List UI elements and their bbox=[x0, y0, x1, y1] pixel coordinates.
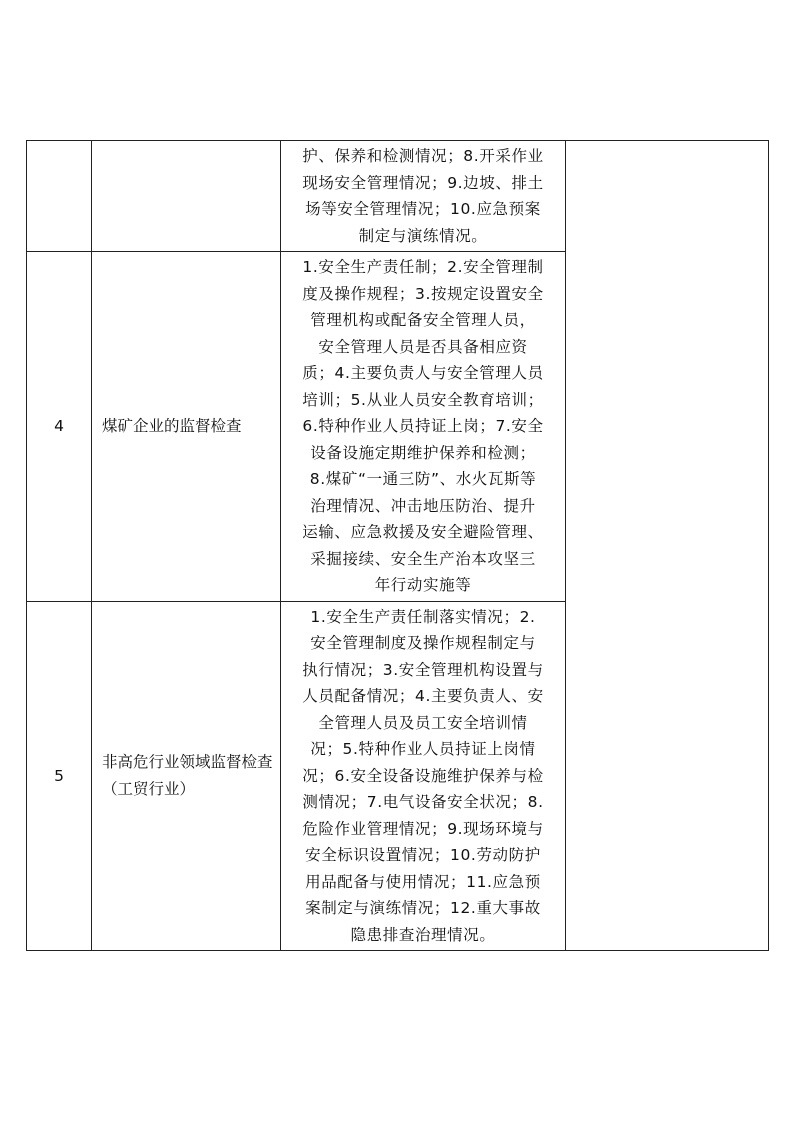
remarks-cell bbox=[566, 141, 769, 951]
content-line: 8.煤矿“一通三防”、水火瓦斯等 bbox=[309, 470, 537, 488]
content-line: 现场安全管理情况；9.边坡、排土 bbox=[302, 173, 544, 192]
content-line: 质；4.主要负责人与安全管理人员 bbox=[302, 364, 544, 382]
inspection-content-cell bbox=[281, 141, 566, 252]
content-line: 1.安全生产责任制；2.安全管理制 bbox=[302, 258, 544, 276]
content-line: 安全管理人员是否具备相应资 bbox=[318, 337, 528, 356]
content-line: 安全标识设置情况；10.劳动防护 bbox=[305, 846, 541, 864]
content-line: 危险作业管理情况；9.现场环境与 bbox=[302, 819, 544, 838]
content-line: 案制定与演练情况；12.重大事故 bbox=[305, 899, 541, 917]
content-line: 全管理人员及员工安全培训情 bbox=[318, 713, 528, 732]
content-line: 况；5.特种作业人员持证上岗情 bbox=[310, 740, 536, 758]
content-line: 护、保养和检测情况；8.开采作业 bbox=[302, 147, 544, 165]
inspection-item-cell bbox=[92, 141, 281, 252]
inspection-item-cell: 煤矿企业的监督检查 bbox=[92, 252, 281, 602]
content-line: 1.安全生产责任制落实情况；2. bbox=[310, 607, 536, 626]
content-line: 制定与演练情况。 bbox=[358, 226, 488, 245]
row-number-cell bbox=[27, 141, 92, 252]
content-line: 隐患排查治理情况。 bbox=[350, 925, 496, 944]
content-line: 场等安全管理情况；10.应急预案 bbox=[305, 200, 541, 218]
content-line: 管理机构或配备安全管理人员， bbox=[310, 311, 536, 329]
content-line: 用品配备与使用情况；11.应急预 bbox=[305, 872, 541, 891]
table-row bbox=[27, 141, 769, 252]
row-number-cell: 4 bbox=[27, 252, 92, 602]
content-line: 治理情况、冲击地压防治、提升 bbox=[310, 496, 536, 515]
content-line: 采掘接续、安全生产治本攻坚三 bbox=[310, 549, 536, 568]
inspection-table bbox=[26, 140, 769, 951]
content-line: 执行情况；3.安全管理机构设置与 bbox=[302, 660, 544, 679]
inspection-item-cell: 非高危行业领域监督检查（工贸行业） bbox=[92, 601, 281, 951]
inspection-content-cell bbox=[281, 601, 566, 951]
content-line: 运输、应急救援及安全避险管理、 bbox=[302, 523, 544, 541]
content-line: 6.特种作业人员持证上岗；7.安全 bbox=[302, 417, 544, 435]
content-line: 人员配备情况；4.主要负责人、安 bbox=[302, 687, 544, 705]
content-line: 培训；5.从业人员安全教育培训； bbox=[302, 390, 544, 409]
content-line: 设备设施定期维护保养和检测； bbox=[310, 443, 536, 462]
content-line: 况；6.安全设备设施维护保养与检 bbox=[302, 766, 544, 785]
row-number-cell: 5 bbox=[27, 601, 92, 951]
table-body bbox=[27, 141, 769, 951]
content-line: 测情况；7.电气设备安全状况；8. bbox=[302, 793, 544, 811]
content-line: 安全管理制度及操作规程制定与 bbox=[310, 634, 536, 652]
content-line: 年行动实施等 bbox=[374, 576, 472, 594]
content-line: 度及操作规程；3.按规定设置安全 bbox=[302, 284, 544, 303]
inspection-content-cell bbox=[281, 252, 566, 602]
